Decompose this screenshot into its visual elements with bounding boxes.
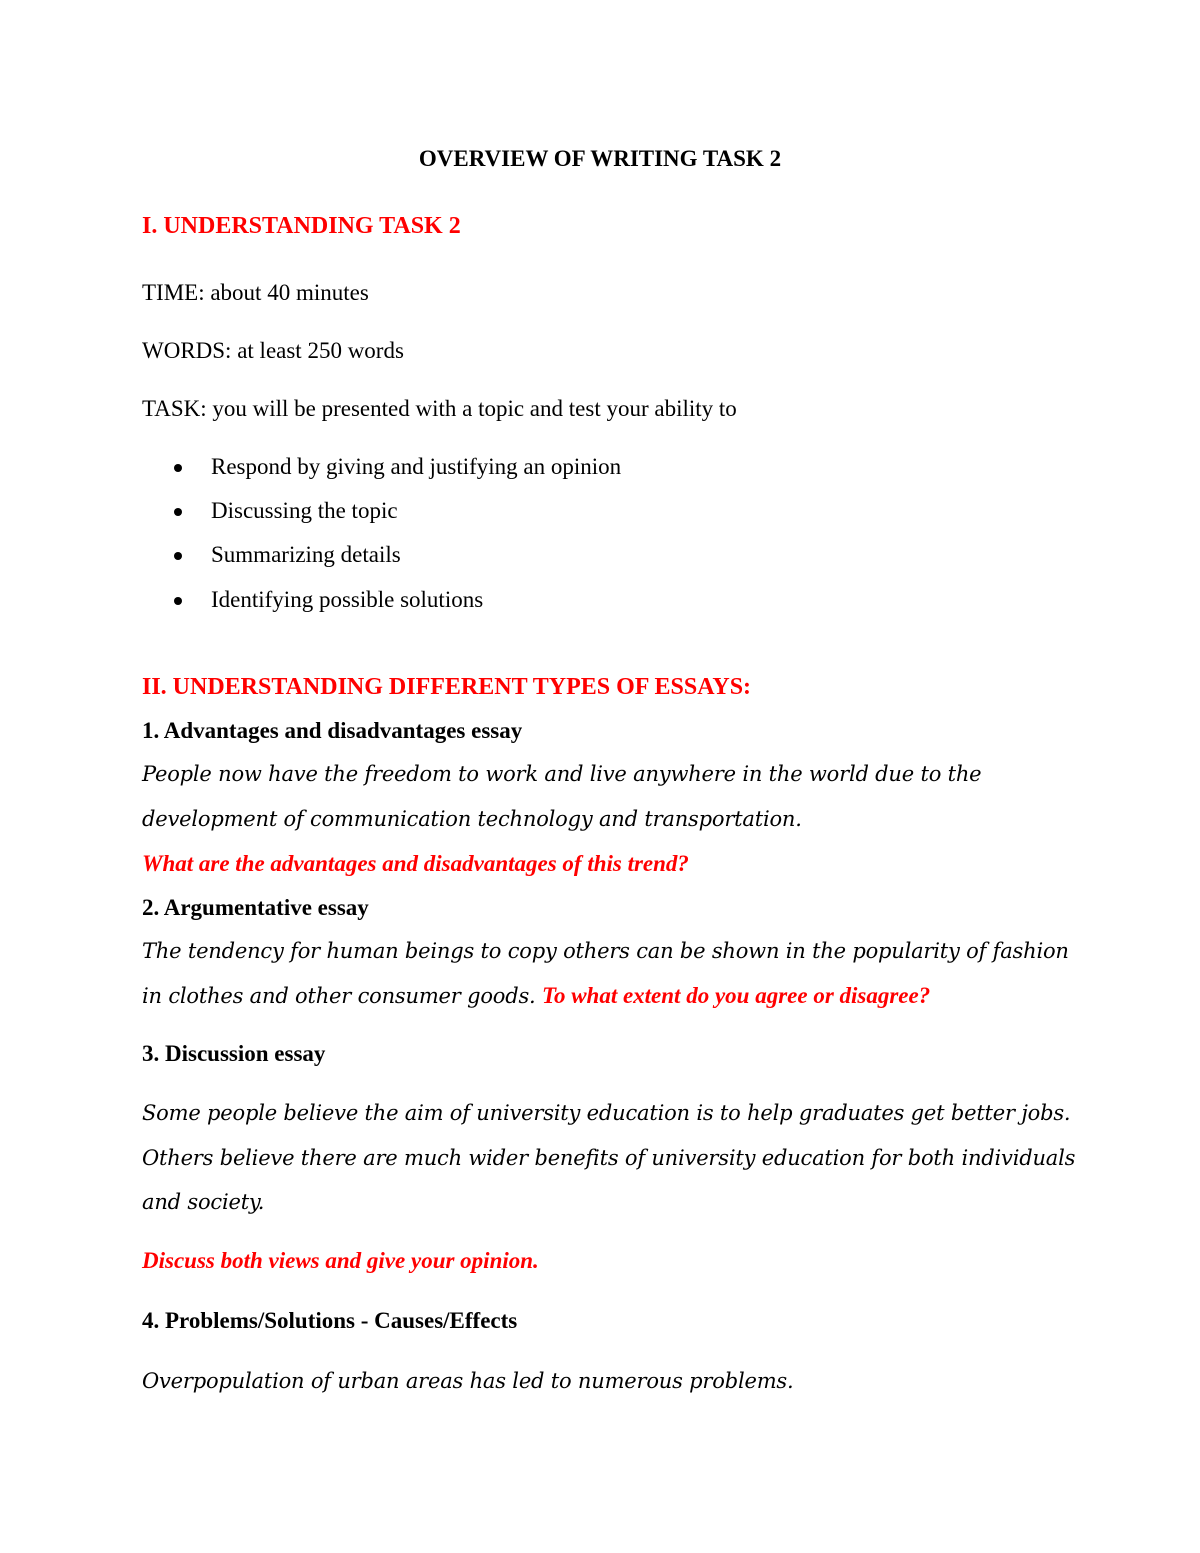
- essay-3-prompt-line-2: Others believe there are much wider benefits of university education for both individuals: [142, 1146, 1076, 1170]
- essay-2-prompt-line-1: The tendency for human beings to copy others can be shown in the popularity of fashion: [142, 939, 1069, 963]
- essay-2-prompt-line-2: [142, 981, 930, 1011]
- words-info: WORDS: at least 250 words: [142, 338, 404, 363]
- bullet-icon: [174, 464, 182, 472]
- bullet-icon: [174, 597, 182, 605]
- time-info: TIME: about 40 minutes: [142, 280, 369, 305]
- list-item: [0, 496, 1200, 526]
- list-item: [0, 540, 1200, 570]
- essay-1-prompt-line-2: development of communication technology and transportation.: [142, 807, 802, 831]
- essay-2-title: 2. Argumentative essay: [142, 895, 369, 920]
- task-info: TASK: you will be presented with a topic and test your ability to: [142, 396, 737, 421]
- bullet-icon: [174, 552, 182, 560]
- page-title: OVERVIEW OF WRITING TASK 2: [418, 146, 782, 171]
- essay-3-question: Discuss both views and give your opinion.: [142, 1248, 539, 1273]
- list-item-text: Respond by giving and justifying an opinion: [211, 454, 622, 479]
- essay-4-title: 4. Problems/Solutions - Causes/Effects: [142, 1308, 518, 1333]
- essay-2-prompt-text: in clothes and other consumer goods.: [142, 984, 536, 1008]
- essay-1-title: 1. Advantages and disadvantages essay: [142, 718, 523, 743]
- list-item-text: Identifying possible solutions: [211, 587, 484, 612]
- section-1-heading: I. UNDERSTANDING TASK 2: [142, 213, 461, 239]
- list-item: [0, 585, 1200, 615]
- list-item: [0, 452, 1200, 482]
- essay-3-prompt-line-1: Some people believe the aim of university education is to help graduates get better jobs.: [142, 1101, 1071, 1125]
- list-item-text: Summarizing details: [211, 542, 401, 567]
- essay-1-question: What are the advantages and disadvantages of this trend?: [142, 851, 689, 876]
- essay-4-prompt-line-1: Overpopulation of urban areas has led to numerous problems.: [142, 1369, 794, 1393]
- essay-3-prompt-line-3: and society.: [142, 1190, 265, 1214]
- bullet-icon: [174, 508, 182, 516]
- essay-2-question: To what extent do you agree or disagree?: [542, 983, 931, 1008]
- essay-3-title: 3. Discussion essay: [142, 1041, 326, 1066]
- section-2-heading: II. UNDERSTANDING DIFFERENT TYPES OF ESSAYS:: [142, 674, 752, 700]
- list-item-text: Discussing the topic: [211, 498, 398, 523]
- essay-1-prompt-line-1: People now have the freedom to work and live anywhere in the world due to the: [142, 762, 982, 786]
